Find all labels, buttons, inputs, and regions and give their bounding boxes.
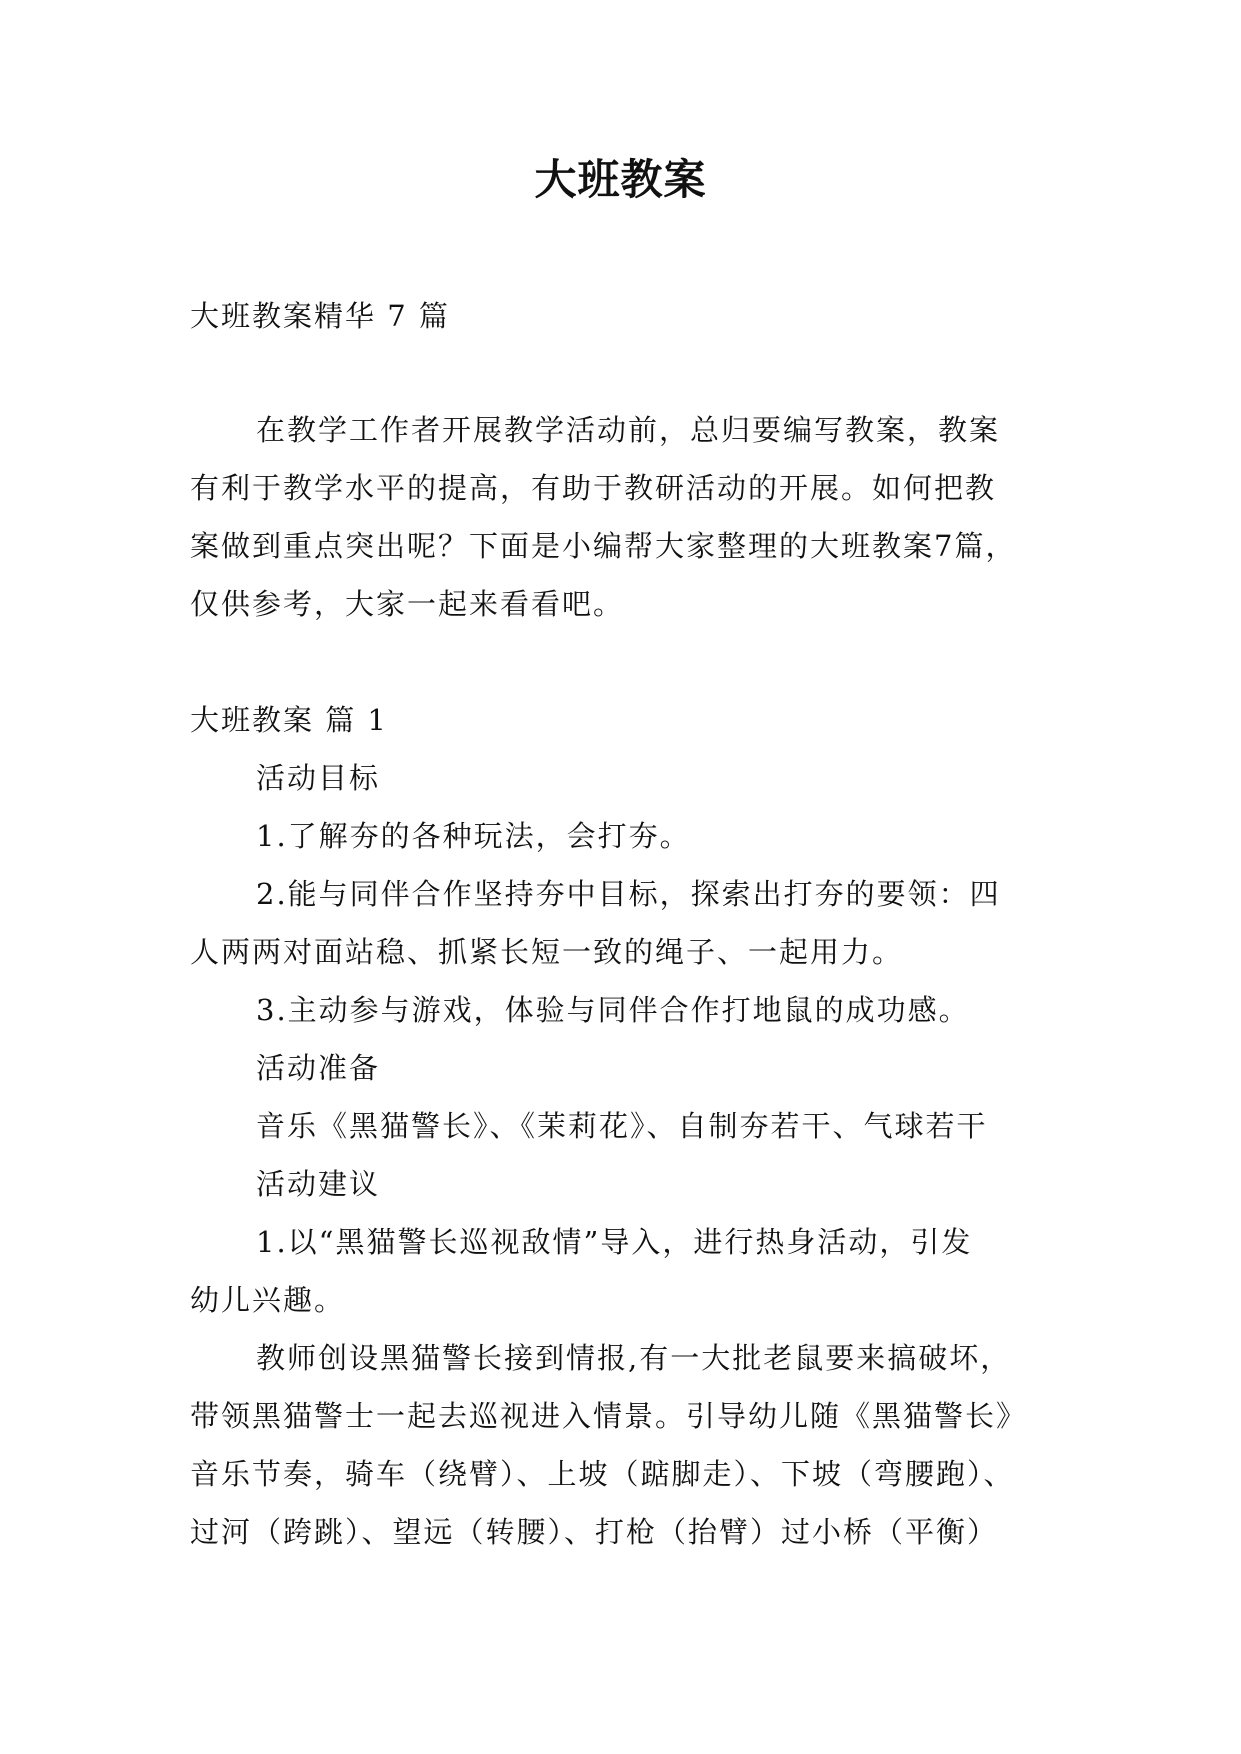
paragraph-line-3: 音乐节奏，骑车（绕臂）、上坡（踮脚走）、下坡（弯腰跑）、 bbox=[190, 1457, 1015, 1491]
intro-line-2: 有利于教学水平的提高，有助于教研活动的开展。如何把教 bbox=[190, 471, 997, 505]
intro-line-3: 案做到重点突出呢？下面是小编帮大家整理的大班教案7篇， bbox=[190, 529, 1017, 563]
intro-line-4: 仅供参考，大家一起来看看吧。 bbox=[190, 587, 625, 621]
goal-item-3: 3.主动参与游戏，体验与同伴合作打地鼠的成功感。 bbox=[256, 993, 970, 1027]
section-heading-suggestions: 活动建议 bbox=[256, 1167, 381, 1201]
goal-item-2: 2.能与同伴合作坚持夯中目标，探索出打夯的要领：四 bbox=[256, 877, 1001, 911]
suggestion-item-1-cont: 幼儿兴趣。 bbox=[190, 1283, 346, 1317]
paragraph-line-2: 带领黑猫警士一起去巡视进入情景。引导幼儿随《黑猫警长》 bbox=[190, 1399, 1028, 1433]
section-heading-goals: 活动目标 bbox=[256, 761, 381, 795]
goal-item-1: 1.了解夯的各种玩法，会打夯。 bbox=[256, 819, 691, 853]
prep-text: 音乐《黑猫警长》、《茉莉花》、自制夯若干、气球若干 bbox=[256, 1109, 988, 1143]
suggestion-item-1: 1.以“黑猫警长巡视敌情”导入，进行热身活动，引发 bbox=[256, 1225, 973, 1259]
section-heading-prep: 活动准备 bbox=[256, 1051, 381, 1085]
document-title: 大班教案 bbox=[534, 155, 707, 204]
subtitle: 大班教案精华 7 篇 bbox=[190, 299, 450, 333]
paragraph-line-1: 教师创设黑猫警长接到情报,有一大批老鼠要来搞破坏， bbox=[256, 1341, 1012, 1375]
goal-item-2-cont: 人两两对面站稳、抓紧长短一致的绳子、一起用力。 bbox=[190, 935, 904, 969]
section-heading: 大班教案 篇 1 bbox=[190, 703, 388, 737]
intro-line-1: 在教学工作者开展教学活动前，总归要编写教案，教案 bbox=[256, 413, 1001, 447]
paragraph-line-4: 过河（跨跳）、望远（转腰）、打枪（抬臂）过小桥（平衡） bbox=[190, 1515, 999, 1549]
